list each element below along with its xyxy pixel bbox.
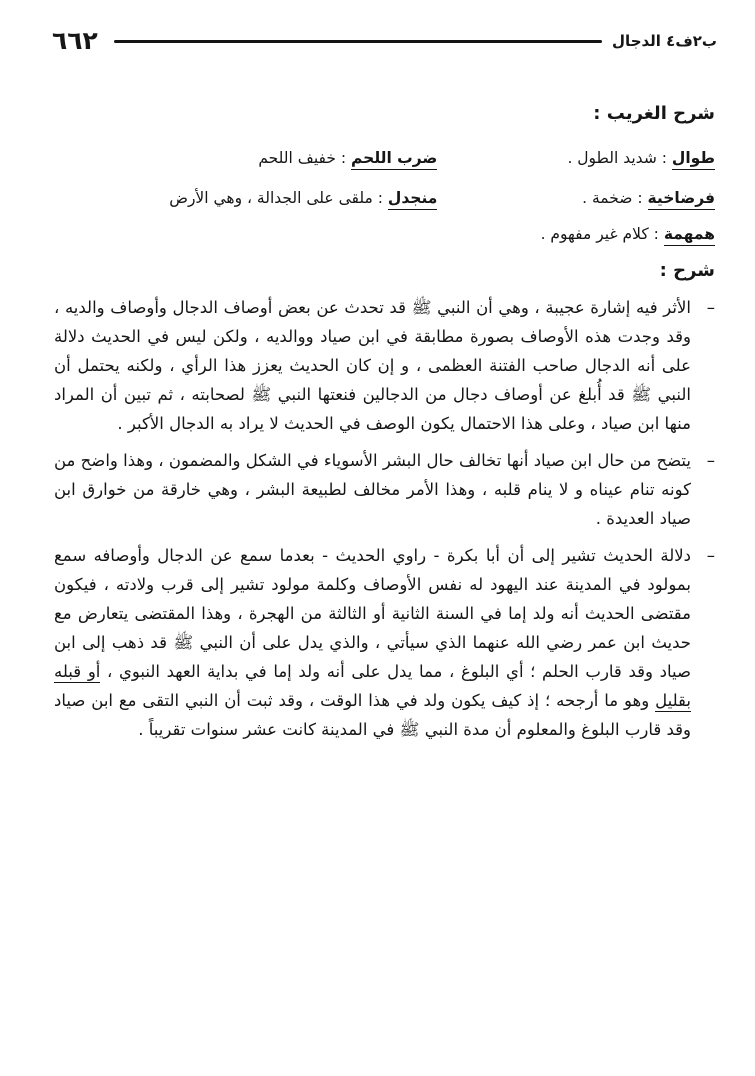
bullet-text: الأثر فيه إشارة عجيبة ، وهي أن النبي ﷺ قد تحدث عن بعض أوصاف الدجال وأوصاف والديه ، وقد وجدت هذه الأوصاف بصورة مطابقة في ابن صياد ووالديه ، ولكن ليس في الحديث دلالة على أنه الدجال صاحب الفتنة العظمى ، و إن كان الحديث يعزز هذا الرأي ، ولكنه يحتمل أن النبي ﷺ قد أُبلغ عن أوصاف دجال من الدجالين فنعتها النبي ﷺ لصحابته ، ثم تبين أن المراد منها ابن صياد ، وعلى هذا الاحتمال يكون الوصف في الحديث لا يراد به الدجال الأكبر . — [54, 297, 691, 433]
bullet-text-segment: وهو ما أرجحه ؛ إذ كيف يكون ولد في هذا الوقت ، وقد ثبت أن النبي التقى مع ابن صياد وقد قارب البلوغ والمعلوم أن مدة النبي ﷺ في المدينة كانت عشر سنوات تقريباً . — [54, 690, 691, 739]
glossary-entry — [54, 146, 437, 171]
bullet-paragraph — [54, 541, 715, 744]
page-header — [0, 0, 755, 55]
gharib-glossary — [54, 146, 715, 211]
header-section-title: ب٢ف٤ الدجال — [612, 31, 717, 50]
glossary-entry — [437, 146, 715, 171]
glossary-entry — [54, 186, 437, 211]
sharh-heading: شرح : — [659, 259, 715, 281]
bullet-paragraph — [54, 446, 715, 533]
glossary-definition: : كلام غير مفهوم . — [540, 224, 659, 243]
glossary-definition: : خفيف اللحم — [258, 149, 347, 167]
page-content — [0, 103, 755, 744]
glossary-entry — [54, 225, 715, 243]
glossary-definition: : شديد الطول . — [567, 149, 667, 167]
bullet-text — [54, 541, 691, 744]
bullet-text-segment-underlined: أو قبله بقليل — [54, 661, 691, 710]
glossary-definition: : ملقى على الجدالة ، وهي الأرض — [169, 188, 383, 207]
glossary-term: همهمة — [664, 225, 715, 246]
commentary-bullets — [54, 293, 715, 744]
header-rule — [114, 40, 602, 43]
glossary-entry — [437, 186, 715, 211]
bullet-dash: – — [706, 545, 715, 565]
glossary-term: ضرب اللحم — [351, 149, 437, 170]
glossary-term: فرضاخية — [648, 189, 716, 210]
glossary-term: طوال — [672, 149, 715, 170]
bullet-text: يتضح من حال ابن صياد أنها تخالف حال البشر الأسوياء في الشكل والمضمون ، وهذا واضح من كونه تنام عيناه و لا ينام قلبه ، وهذا الأمر مخالف لطبيعة البشر ، وهي خارقة من خوارق ابن صياد العديدة . — [54, 450, 691, 528]
gharib-heading: شرح الغريب : — [593, 103, 715, 124]
bullet-text-segment: دلالة الحديث تشير إلى أن أبا بكرة - راوي الحديث - بعدما سمع عن الدجال وأوصافه سمع بمولود في المدينة عند اليهود له نفس الأوصاف وكلمة مولود تشير إلى قرب ولادته ، فيكون مقتضى الحديث أنه ولد إما في السنة الثانية أو الثالثة من الهجرة ، وهذا المقتضى يتعارض مع حديث ابن عمر رضي الله عنهما الذي سيأتي ، والذي يدل على أن النبي ﷺ قد ذهب إلى ابن صياد وقد قارب الحلم ؛ أي البلوغ ، مما يدل على أنه ولد إما في بداية العهد النبوي ، — [54, 545, 691, 681]
bullet-dash: – — [706, 450, 715, 470]
glossary-definition: : ضخمة . — [582, 188, 643, 207]
bullet-dash: – — [706, 297, 715, 317]
glossary-term: منجدل — [388, 189, 438, 210]
page-number: ٦٦٢ — [52, 26, 98, 55]
bullet-paragraph — [54, 293, 715, 438]
